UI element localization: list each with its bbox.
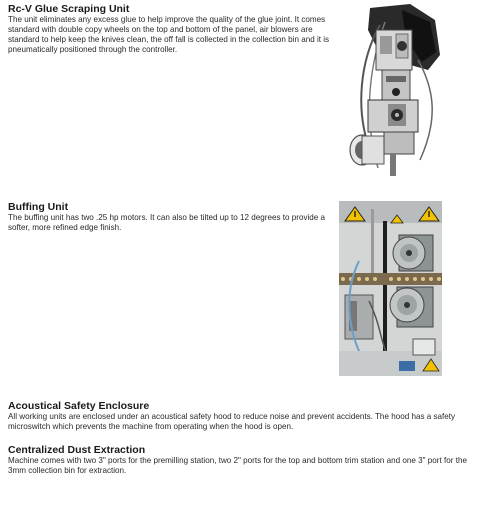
glue-scraping-unit-photo <box>340 0 444 190</box>
glue-scraping-title: Rc-V Glue Scraping Unit <box>8 3 130 15</box>
acoustical-enclosure-description: All working units are enclosed under an acoustical safety hood to reduce noise and prevent accidents. The hood has a safety microswitch which prevents the machine from operating when the hood is open. <box>8 412 456 431</box>
glue-scraping-description: The unit eliminates any excess glue to help improve the quality of the glue joint. It comes standard with double copy wheels on the top and bottom of the panel, air blowers are standard to help keep the knives clean, the off fall is collected in the collection bin and it is pneumatically positioned through the controller. <box>8 15 330 54</box>
buffing-unit-description: The buffing unit has two .25 hp motors. It can also be tilted up to 12 degrees to provide a softer, more refined edge finish. <box>8 213 326 232</box>
dust-extraction-title: Centralized Dust Extraction <box>8 444 146 456</box>
acoustical-enclosure-title: Acoustical Safety Enclosure <box>8 400 150 412</box>
dust-extraction-description: Machine comes with two 3" ports for the premilling station, two 2" ports for the top and bottom trim station and one 3" port for the 3mm collection bin for extraction. <box>8 456 467 475</box>
buffing-unit-photo <box>339 201 442 376</box>
buffing-unit-title: Buffing Unit <box>8 201 69 213</box>
